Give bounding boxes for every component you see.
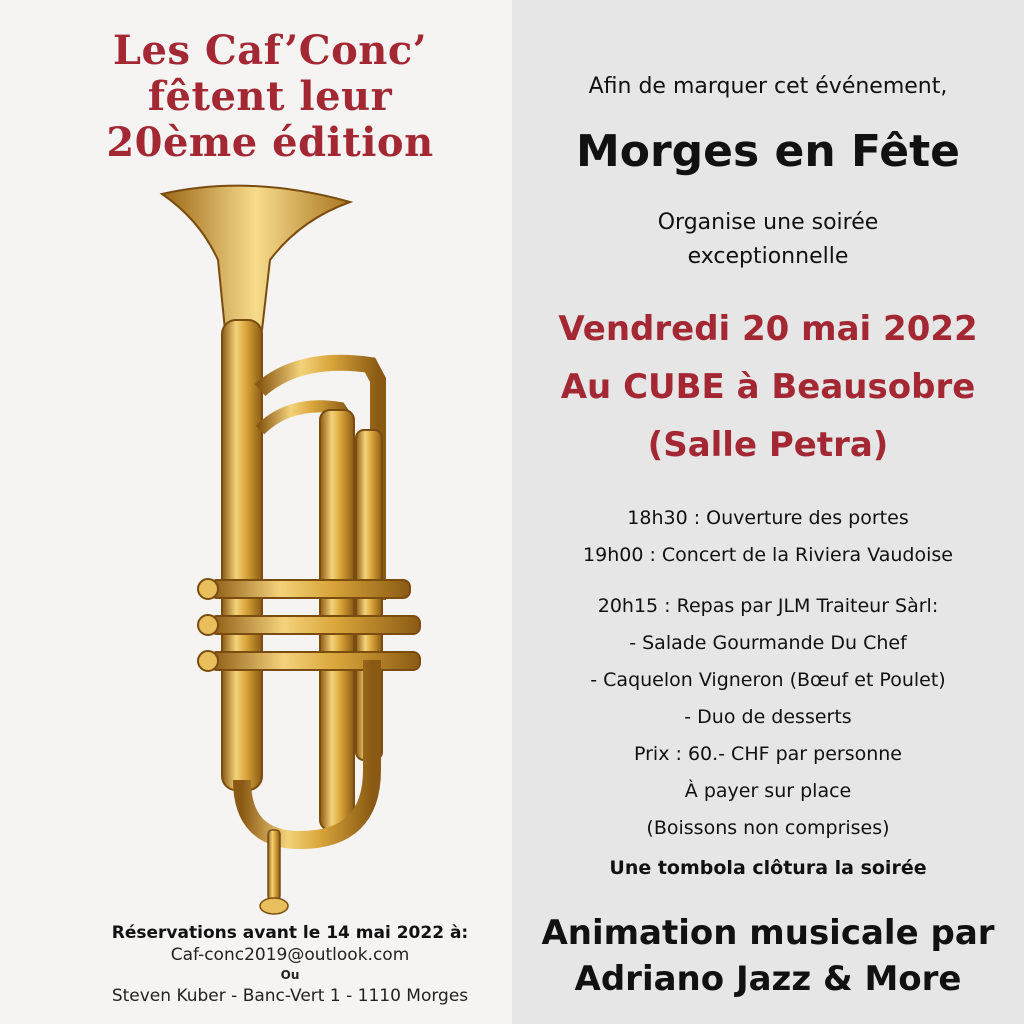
- intro-text: Afin de marquer cet événement,: [588, 74, 948, 99]
- animation-text: [512, 910, 1024, 1002]
- menu-item: - Duo de desserts: [684, 706, 852, 728]
- program-item: 18h30 : Ouverture des portes: [627, 507, 909, 529]
- menu-item: Prix : 60.- CHF par personne: [634, 743, 902, 765]
- organizer-name: Morges en Fête: [575, 126, 961, 177]
- poster-title: [20, 28, 520, 166]
- menu-item: 20h15 : Repas par JLM Traiteur Sàrl:: [597, 595, 939, 617]
- subtitle-line-1: Organise une soirée: [657, 210, 879, 235]
- menu-item: (Boissons non comprises): [646, 817, 890, 839]
- reservation-address: Steven Kuber - Banc-Vert 1 - 1110 Morges: [111, 986, 469, 1006]
- tombola-text: Une tombola clôtura la soirée: [609, 857, 927, 879]
- event-details: [512, 300, 1024, 474]
- menu-item: - Caquelon Vigneron (Bœuf et Poulet): [590, 669, 946, 691]
- title-line-1: Les Caf’Conc’: [112, 27, 428, 74]
- program-list: [512, 500, 1024, 574]
- subtitle-line-2: exceptionnelle: [687, 244, 849, 269]
- reservation-or: Ou: [280, 968, 300, 982]
- animation-line-1: Animation musicale par: [541, 913, 995, 953]
- menu-item: - Salade Gourmande Du Chef: [629, 632, 907, 654]
- animation-line-2: Adriano Jazz & More: [574, 959, 962, 999]
- event-date: Vendredi 20 mai 2022: [558, 309, 978, 349]
- menu-item: À payer sur place: [684, 780, 852, 802]
- event-room: (Salle Petra): [647, 425, 889, 465]
- title-line-2: fêtent leur: [147, 73, 393, 120]
- title-line-3: 20ème édition: [106, 119, 434, 166]
- reservation-email[interactable]: Caf-conc2019@outlook.com: [170, 945, 410, 965]
- menu-list: [512, 588, 1024, 847]
- event-venue: Au CUBE à Beausobre: [560, 367, 976, 407]
- trumpet-icon: [150, 180, 430, 920]
- reservation-heading: Réservations avant le 14 mai 2022 à:: [111, 923, 469, 943]
- event-subtitle: [512, 206, 1024, 274]
- program-item: 19h00 : Concert de la Riviera Vaudoise: [583, 544, 953, 566]
- reservation-block: [20, 922, 560, 1010]
